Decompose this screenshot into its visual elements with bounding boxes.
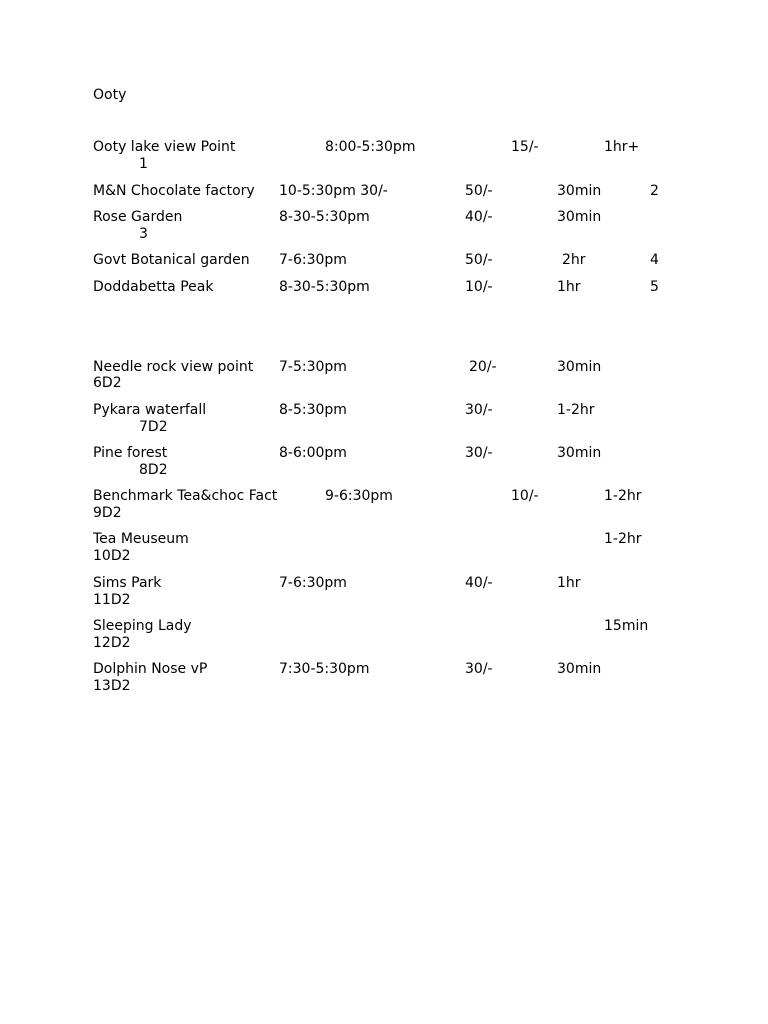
timing: 10-5:30pm 30/- bbox=[279, 183, 388, 199]
row-number: 10D2 bbox=[93, 548, 131, 564]
row-number: 3 bbox=[139, 226, 148, 242]
timing: 8:00-5:30pm bbox=[325, 139, 416, 155]
entry-fee: 10/- bbox=[465, 279, 493, 295]
row-number: 1 bbox=[139, 156, 148, 172]
entry-fee: 40/- bbox=[465, 575, 493, 591]
place-name: Pykara waterfall bbox=[93, 402, 207, 418]
entry-fee: 30/- bbox=[465, 661, 493, 677]
row-number: 2 bbox=[650, 183, 659, 199]
row-number: 7D2 bbox=[139, 419, 168, 435]
timing: 8-6:00pm bbox=[279, 445, 347, 461]
timing: 7-5:30pm bbox=[279, 359, 347, 375]
row-number: 8D2 bbox=[139, 462, 168, 478]
place-name: Ooty lake view Point bbox=[93, 139, 236, 155]
place-name: M&N Chocolate factory bbox=[93, 183, 255, 199]
duration: 15min bbox=[604, 618, 649, 634]
entry-fee: 20/- bbox=[469, 359, 497, 375]
row-number: 12D2 bbox=[93, 635, 131, 651]
place-name: Doddabetta Peak bbox=[93, 279, 214, 295]
row-number: 11D2 bbox=[93, 592, 131, 608]
entry-fee: 40/- bbox=[465, 209, 493, 225]
entry-fee: 50/- bbox=[465, 252, 493, 268]
row-number: 13D2 bbox=[93, 678, 131, 694]
duration: 1-2hr bbox=[604, 531, 642, 547]
place-name: Govt Botanical garden bbox=[93, 252, 250, 268]
place-name: Rose Garden bbox=[93, 209, 183, 225]
row-number: 4 bbox=[650, 252, 659, 268]
timing: 8-30-5:30pm bbox=[279, 279, 370, 295]
document-title: Ooty bbox=[93, 87, 127, 103]
place-name: Sleeping Lady bbox=[93, 618, 192, 634]
place-name: Benchmark Tea&choc Fact bbox=[93, 488, 278, 504]
duration: 30min bbox=[557, 661, 602, 677]
duration: 1-2hr bbox=[604, 488, 642, 504]
duration: 1hr bbox=[557, 279, 581, 295]
timing: 7:30-5:30pm bbox=[279, 661, 370, 677]
entry-fee: 15/- bbox=[511, 139, 539, 155]
row-number: 6D2 bbox=[93, 375, 122, 391]
duration: 30min bbox=[557, 359, 602, 375]
duration: 30min bbox=[557, 209, 602, 225]
duration: 1hr bbox=[557, 575, 581, 591]
timing: 9-6:30pm bbox=[325, 488, 393, 504]
place-name: Needle rock view point bbox=[93, 359, 254, 375]
place-name: Tea Meuseum bbox=[93, 531, 189, 547]
entry-fee: 50/- bbox=[465, 183, 493, 199]
duration: 2hr bbox=[562, 252, 586, 268]
place-name: Dolphin Nose vP bbox=[93, 661, 208, 677]
duration: 30min bbox=[557, 183, 602, 199]
timing: 7-6:30pm bbox=[279, 575, 347, 591]
duration: 1-2hr bbox=[557, 402, 595, 418]
timing: 8-30-5:30pm bbox=[279, 209, 370, 225]
entry-fee: 30/- bbox=[465, 445, 493, 461]
row-number: 9D2 bbox=[93, 505, 122, 521]
duration: 30min bbox=[557, 445, 602, 461]
duration: 1hr+ bbox=[604, 139, 640, 155]
place-name: Pine forest bbox=[93, 445, 168, 461]
row-number: 5 bbox=[650, 279, 659, 295]
entry-fee: 30/- bbox=[465, 402, 493, 418]
entry-fee: 10/- bbox=[511, 488, 539, 504]
place-name: Sims Park bbox=[93, 575, 162, 591]
timing: 8-5:30pm bbox=[279, 402, 347, 418]
timing: 7-6:30pm bbox=[279, 252, 347, 268]
